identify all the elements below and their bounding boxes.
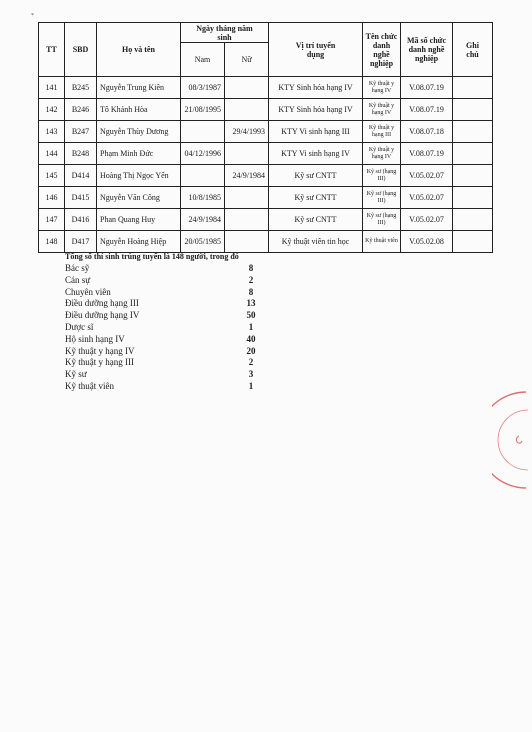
cell-code: V.05.02.07 xyxy=(401,165,453,187)
red-stamp-fragment xyxy=(492,390,532,490)
cell-name: Nguyễn Hoàng Hiệp xyxy=(97,231,181,253)
summary-item xyxy=(65,357,265,369)
summary-section xyxy=(65,252,265,393)
cell-male xyxy=(181,165,225,187)
summary-list xyxy=(65,263,265,393)
cell-female xyxy=(225,143,269,165)
summary-item-label: Chuyên viên xyxy=(65,286,111,297)
summary-item xyxy=(65,381,265,393)
summary-item-count: 20 xyxy=(246,345,256,356)
cell-name: Tô Khánh Hòa xyxy=(97,99,181,121)
cell-position: KTY Vi sinh hạng IV xyxy=(269,143,363,165)
cell-position: Kỹ thuật viên tin học xyxy=(269,231,363,253)
cell-note xyxy=(453,143,493,165)
cell-tt: 143 xyxy=(39,121,65,143)
cell-code: V.08.07.19 xyxy=(401,77,453,99)
cell-position: KTY Sinh hóa hạng IV xyxy=(269,99,363,121)
cell-name: Nguyễn Trung Kiên xyxy=(97,77,181,99)
summary-item-count: 3 xyxy=(248,369,254,380)
cell-female: 24/9/1984 xyxy=(225,165,269,187)
cell-code: V.08.07.18 xyxy=(401,121,453,143)
header-code: Mã số chức danh nghề nghiệp xyxy=(401,23,453,77)
table-row xyxy=(39,143,493,165)
summary-item-label: Kỹ thuật viên xyxy=(65,380,114,391)
table-row xyxy=(39,77,493,99)
cell-tt: 145 xyxy=(39,165,65,187)
cell-note xyxy=(453,165,493,187)
cell-male: 04/12/1996 xyxy=(181,143,225,165)
summary-item xyxy=(65,275,265,287)
summary-item xyxy=(65,322,265,334)
summary-item-count: 8 xyxy=(248,263,254,273)
table-row xyxy=(39,99,493,121)
summary-item xyxy=(65,287,265,299)
summary-item-count: 8 xyxy=(248,286,254,297)
cell-female xyxy=(225,209,269,231)
summary-title: Tổng số thí sinh trúng tuyển là 148 người, trong đó xyxy=(65,252,239,261)
cell-tt: 146 xyxy=(39,187,65,209)
summary-item-count: 1 xyxy=(248,380,254,391)
cell-male xyxy=(181,121,225,143)
summary-item-label: Kỹ thuật y hạng IV xyxy=(65,345,135,356)
cell-note xyxy=(453,187,493,209)
cell-sbd: D417 xyxy=(65,231,97,253)
cell-note xyxy=(453,99,493,121)
stamp-arc-inner xyxy=(498,410,528,470)
summary-item-count: 13 xyxy=(246,298,256,309)
cell-title: Kỹ thuật y hạng III xyxy=(363,121,401,143)
cell-sbd: B248 xyxy=(65,143,97,165)
cell-sbd: B247 xyxy=(65,121,97,143)
summary-item-label: Cán sự xyxy=(65,274,91,285)
candidate-table xyxy=(38,22,493,253)
cell-tt: 142 xyxy=(39,99,65,121)
cell-title: Kỹ thuật y hạng IV xyxy=(363,77,401,99)
summary-item xyxy=(65,298,265,310)
cell-name: Phan Quang Huy xyxy=(97,209,181,231)
cell-position: Kỹ sư CNTT xyxy=(269,209,363,231)
header-title: Tên chức danh nghề nghiệp xyxy=(363,23,401,77)
cell-note xyxy=(453,121,493,143)
cell-female xyxy=(225,99,269,121)
cell-title: Kỹ sư (hạng III) xyxy=(363,209,401,231)
summary-item xyxy=(65,346,265,358)
cell-female xyxy=(225,231,269,253)
summary-item-label: Bác sỹ xyxy=(65,263,90,273)
cell-code: V.05.02.07 xyxy=(401,209,453,231)
table-row xyxy=(39,165,493,187)
cell-sbd: D415 xyxy=(65,187,97,209)
header-dob-male: Nam xyxy=(181,43,225,77)
summary-item-count: 1 xyxy=(248,321,254,332)
cell-male: 10/8/1985 xyxy=(181,187,225,209)
scan-mark: * xyxy=(31,13,34,19)
summary-item xyxy=(65,263,265,275)
cell-male: 08/3/1987 xyxy=(181,77,225,99)
summary-item-label: Hộ sinh hạng IV xyxy=(65,333,125,344)
table-row xyxy=(39,121,493,143)
stamp-glyph xyxy=(516,436,522,443)
summary-item xyxy=(65,369,265,381)
summary-item-count: 50 xyxy=(246,310,256,321)
header-tt: TT xyxy=(39,23,65,77)
header-note: Ghi chú xyxy=(453,23,493,77)
cell-note xyxy=(453,77,493,99)
cell-female xyxy=(225,77,269,99)
summary-item-count: 40 xyxy=(246,333,256,344)
cell-position: Kỹ sư CNTT xyxy=(269,187,363,209)
cell-male: 21/08/1995 xyxy=(181,99,225,121)
summary-item-label: Kỹ thuật y hạng III xyxy=(65,357,134,368)
cell-name: Phạm Minh Đức xyxy=(97,143,181,165)
summary-item-count: 2 xyxy=(248,357,254,368)
cell-name: Hoàng Thị Ngọc Yến xyxy=(97,165,181,187)
cell-title: Kỹ thuật y hạng IV xyxy=(363,99,401,121)
cell-title: Kỹ sư (hạng III) xyxy=(363,187,401,209)
summary-item xyxy=(65,334,265,346)
cell-title: Kỹ sư (hạng III) xyxy=(363,165,401,187)
summary-item xyxy=(65,310,265,322)
cell-female: 29/4/1993 xyxy=(225,121,269,143)
cell-sbd: B245 xyxy=(65,77,97,99)
cell-tt: 148 xyxy=(39,231,65,253)
header-dob-group: Ngày tháng năm sinh xyxy=(181,23,269,43)
cell-note xyxy=(453,209,493,231)
cell-position: Kỹ sư CNTT xyxy=(269,165,363,187)
cell-code: V.05.02.07 xyxy=(401,187,453,209)
cell-name: Nguyễn Văn Công xyxy=(97,187,181,209)
cell-male: 20/05/1985 xyxy=(181,231,225,253)
cell-title: Kỹ thuật y hạng IV xyxy=(363,143,401,165)
cell-name: Nguyễn Thùy Dương xyxy=(97,121,181,143)
header-dob-female: Nữ xyxy=(225,43,269,77)
cell-note xyxy=(453,231,493,253)
cell-position: KTY Sinh hóa hạng IV xyxy=(269,77,363,99)
cell-code: V.08.07.19 xyxy=(401,99,453,121)
cell-code: V.05.02.08 xyxy=(401,231,453,253)
summary-item-label: Kỹ sư xyxy=(65,369,87,380)
summary-item-label: Điều dưỡng hạng IV xyxy=(65,310,140,321)
cell-tt: 147 xyxy=(39,209,65,231)
cell-sbd: D416 xyxy=(65,209,97,231)
summary-item-count: 2 xyxy=(248,274,254,285)
stamp-arc xyxy=(492,392,526,488)
cell-position: KTY Vi sinh hạng III xyxy=(269,121,363,143)
cell-tt: 141 xyxy=(39,77,65,99)
header-sbd: SBD xyxy=(65,23,97,77)
cell-tt: 144 xyxy=(39,143,65,165)
cell-title: Kỹ thuật viên xyxy=(363,231,401,253)
cell-sbd: B246 xyxy=(65,99,97,121)
cell-code: V.08.07.19 xyxy=(401,143,453,165)
cell-male: 24/9/1984 xyxy=(181,209,225,231)
table-row xyxy=(39,231,493,253)
table-row xyxy=(39,187,493,209)
header-name: Họ và tên xyxy=(97,23,181,77)
summary-item-label: Điều dưỡng hạng III xyxy=(65,298,139,309)
summary-item-label: Dược sĩ xyxy=(65,321,94,332)
header-position: Vị trí tuyển dụng xyxy=(269,23,363,77)
cell-sbd: D414 xyxy=(65,165,97,187)
table-row xyxy=(39,209,493,231)
cell-female xyxy=(225,187,269,209)
